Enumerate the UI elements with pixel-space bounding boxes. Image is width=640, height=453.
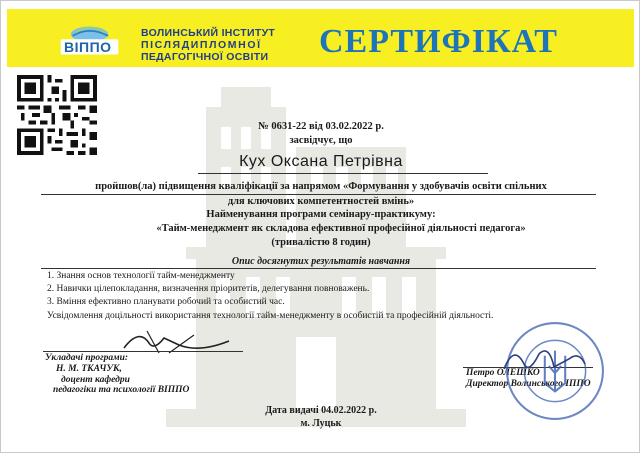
results-heading: Опис досягнутих результатів навчання bbox=[231, 256, 411, 267]
course-underline-1 bbox=[41, 194, 596, 195]
course-line-1: пройшов(ла) підвищення кваліфікації за напрямом «Формування у здобувачів освіти спільних bbox=[95, 181, 547, 192]
director-name: Петро ОЛЕШКО bbox=[466, 368, 540, 378]
author-label: Укладачі програми: bbox=[45, 353, 129, 363]
program-heading: Найменування програми семінару-практикуму: bbox=[206, 209, 436, 220]
director-position: Директор Волинського ІППО bbox=[466, 379, 591, 389]
author-name: Н. М. ТКАЧУК, bbox=[56, 364, 122, 374]
certifies-text: засвідчує, що bbox=[289, 135, 353, 146]
duration: (тривалістю 8 годин) bbox=[271, 237, 371, 248]
issue-date: Дата видачі 04.02.2022 р. bbox=[265, 405, 377, 416]
author-signature-line bbox=[43, 351, 243, 352]
logo-text: ВІППО bbox=[64, 39, 112, 55]
result-item-2: 2. Навички цілепокладання, визначення пріоритетів, делегування повноважень. bbox=[47, 284, 370, 294]
certificate-title: СЕРТИФІКАТ bbox=[319, 23, 558, 60]
author-position-1: доцент кафедри bbox=[61, 375, 130, 385]
institute-name-line3: ПЕДАГОГІЧНОЇ ОСВІТИ bbox=[141, 51, 269, 63]
institute-name-line1: ВОЛИНСЬКИЙ ІНСТИТУТ bbox=[141, 27, 276, 39]
results-underline bbox=[41, 268, 596, 269]
name-underline bbox=[198, 173, 488, 174]
author-signature-icon bbox=[119, 323, 239, 363]
certificate-number: № 0631-22 від 03.02.2022 р. bbox=[258, 121, 384, 132]
result-item-4: Усвідомлення доцільності використання технології тайм-менеджменту в особистій та професійній діяльності. bbox=[47, 311, 494, 321]
course-line-2: для ключових компетентностей вмінь» bbox=[227, 196, 415, 207]
program-title: «Тайм-менеджмент як складова ефективної професійної діяльності педагога» bbox=[156, 223, 526, 234]
author-position-2: педагогіки та психології ВІППО bbox=[53, 385, 190, 395]
director-signature-icon bbox=[499, 339, 589, 379]
issue-city: м. Луцьк bbox=[300, 418, 342, 429]
result-item-1: 1. Знання основ технології тайм-менеджменту bbox=[47, 271, 235, 281]
recipient-name: Кух Оксана Петрівна bbox=[239, 153, 403, 170]
result-item-3: 3. Вміння ефективно планувати робочий та особистий час. bbox=[47, 297, 285, 307]
institute-name-line2: ПІСЛЯДИПЛОМНОЇ bbox=[141, 39, 262, 51]
